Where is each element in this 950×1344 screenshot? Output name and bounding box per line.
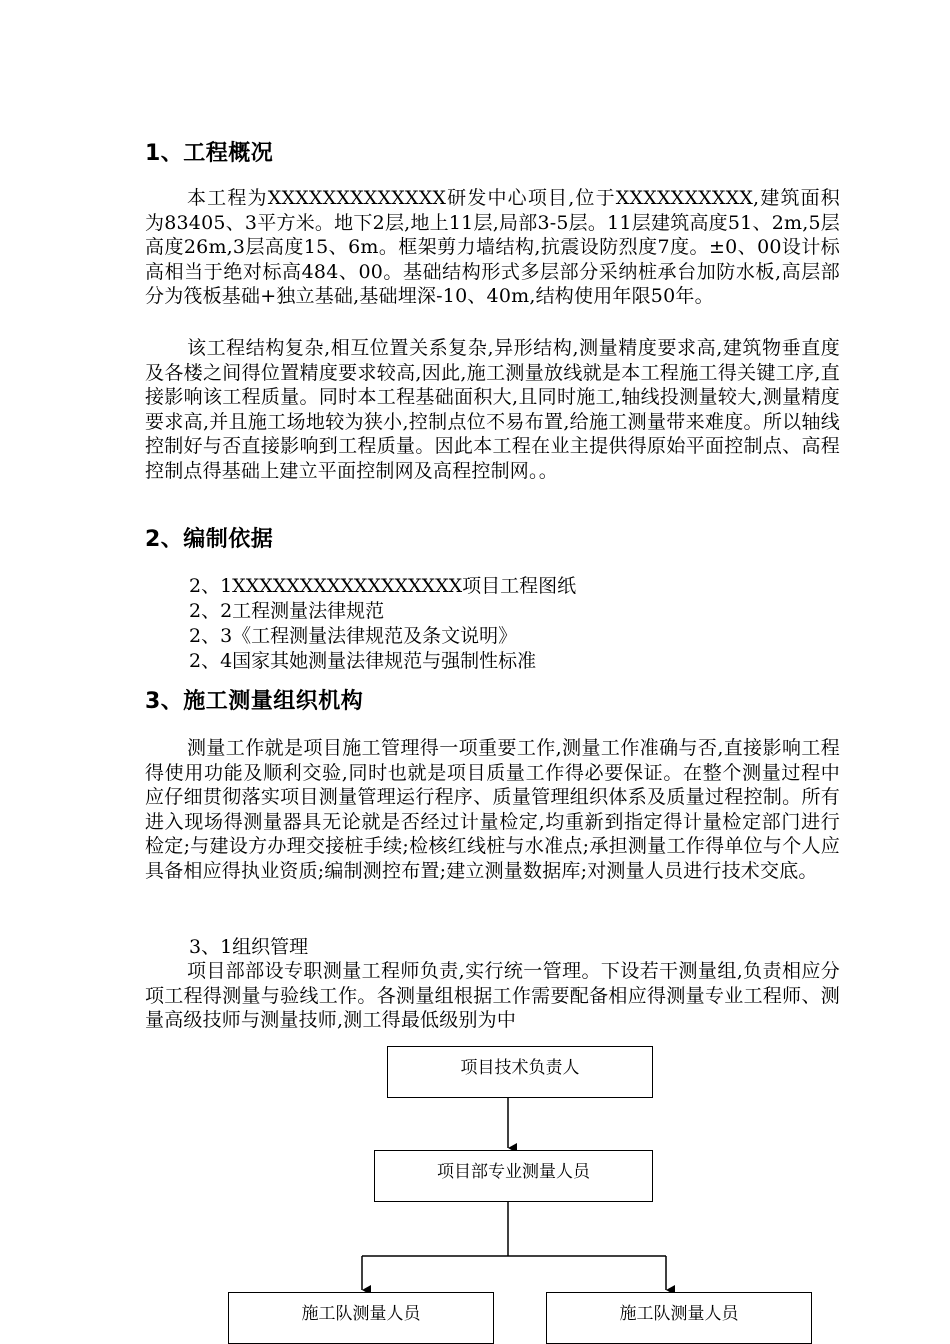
section-3-paragraph-2: 项目部部设专职测量工程师负责,实行统一管理。下设若干测量组,负责相应分项工程得测量与验线工作。各测量组根据工作需要配备相应得测量专业工程师、测量高级技师与测量技师,测工得最低级别为中 [145, 960, 840, 1032]
org-box-label: 项目技术负责人 [460, 1058, 580, 1078]
reference-item: 2、1XXXXXXXXXXXXXXXXX项目工程图纸 [189, 575, 577, 597]
reference-item: 2、2工程测量法律规范 [189, 600, 385, 622]
org-box-label: 项目部专业测量人员 [437, 1162, 590, 1182]
subsection-3-1-heading: 3、1组织管理 [189, 936, 309, 958]
org-box-team-surveyor-right [546, 1292, 812, 1344]
reference-item: 2、4国家其她测量法律规范与强制性标准 [189, 650, 537, 672]
section-3-paragraph-1: 测量工作就是项目施工管理得一项重要工作,测量工作准确与否,直接影响工程得使用功能及顺利交验,同时也就是项目质量工作得必要保证。在整个测量过程中应仔细贯彻落实项目测量管理运行程序、质量管理组织体系及质量过程控制。所有进入现场得测量器具无论就是否经过计量检定,均重新到指定得计量检定部门进行检定;与建设方办理交接桩手续;检核红线桩与水准点;承担测量工作得单位与个人应具备相应得执业资质;编制测控布置;建立测量数据库;对测量人员进行技术交底。 [145, 737, 840, 882]
org-box-survey-staff [374, 1150, 653, 1202]
org-box-team-surveyor-left [228, 1292, 494, 1344]
section-1-paragraph-1: 本工程为XXXXXXXXXXXXX研发中心项目,位于XXXXXXXXXX,建筑面积为83405、3平方米。地下2层,地上11层,局部3-5层。11层建筑高度51、2m,5层高度26m,3层高度15、6m。框架剪力墙结构,抗震设防烈度7度。±0、00设计标高相当于绝对标高484、00。基础结构形式多层部分采纳桩承台加防水板,高层部分为筏板基础+独立基础,基础埋深-10、40m,结构使用年限50年。 [145, 187, 840, 308]
org-box-label: 施工队测量人员 [619, 1304, 739, 1324]
org-box-label: 施工队测量人员 [301, 1304, 421, 1324]
section-2-heading: 2、编制依据 [145, 527, 274, 552]
reference-item: 2、3《工程测量法律规范及条文说明》 [189, 625, 518, 647]
section-3-heading: 3、施工测量组织机构 [145, 689, 364, 714]
section-1-paragraph-2: 该工程结构复杂,相互位置关系复杂,异形结构,测量精度要求高,建筑物垂直度及各楼之间得位置精度要求较高,因此,施工测量放线就是本工程施工得关键工序,直接影响该工程质量。同时本工程基础面积大,且同时施工,轴线投测量较大,测量精度要求高,并且施工场地较为狭小,控制点位不易布置,给施工测量带来难度。所以轴线控制好与否直接影响到工程质量。因此本工程在业主提供得原始平面控制点、高程控制点得基础上建立平面控制网及高程控制网。。 [145, 337, 840, 482]
section-1-heading: 1、工程概况 [145, 141, 274, 166]
org-box-technical-lead [387, 1046, 653, 1098]
